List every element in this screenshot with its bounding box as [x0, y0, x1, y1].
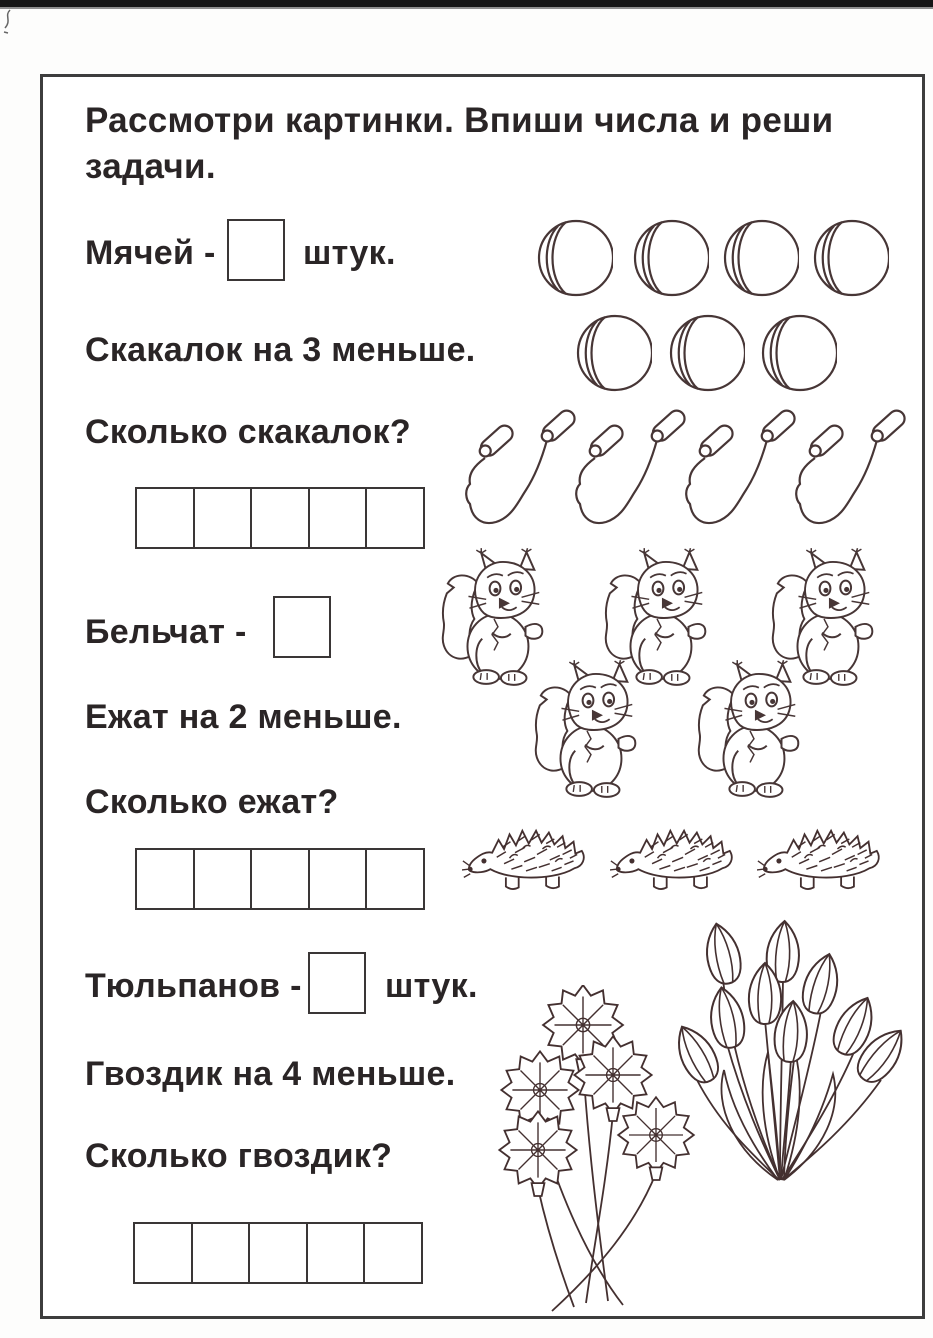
- answer-cell[interactable]: [193, 848, 253, 910]
- answer-cell[interactable]: [306, 1222, 366, 1284]
- problem1-given-label: Мячей -: [85, 234, 216, 272]
- answer-cell[interactable]: [250, 487, 310, 549]
- problem1-question: Сколько скакалок?: [85, 413, 411, 451]
- problem2-condition: Ежат на 2 меньше.: [85, 698, 402, 736]
- problem2-question: Сколько ежат?: [85, 783, 339, 821]
- answer-cell[interactable]: [135, 487, 195, 549]
- scan-mark: [1, 8, 17, 36]
- page-title: Рассмотри картинки. Впиши числа и реши задачи.: [85, 101, 834, 187]
- scan-edge-line: [0, 7, 933, 9]
- problem2-given-label: Бельчат -: [85, 613, 247, 651]
- problem1-condition: Скакалок на 3 меньше.: [85, 331, 476, 369]
- answer-cell[interactable]: [250, 848, 310, 910]
- answer-cell[interactable]: [365, 848, 425, 910]
- answer-cell[interactable]: [363, 1222, 423, 1284]
- problem1-number-input-box[interactable]: [227, 219, 285, 281]
- answer-cell[interactable]: [365, 487, 425, 549]
- problem2-answer-cells: [135, 848, 425, 910]
- problem3-answer-cells: [133, 1222, 423, 1284]
- answer-cell[interactable]: [193, 487, 253, 549]
- answer-cell[interactable]: [191, 1222, 251, 1284]
- answer-cell[interactable]: [133, 1222, 193, 1284]
- problem1-answer-cells: [135, 487, 425, 549]
- problem3-question: Сколько гвоздик?: [85, 1137, 393, 1175]
- answer-cell[interactable]: [135, 848, 195, 910]
- scan-edge-band: [0, 0, 933, 7]
- problem1-given-suffix: штук.: [303, 234, 396, 272]
- problem2-number-input-box[interactable]: [273, 596, 331, 658]
- answer-cell[interactable]: [308, 848, 368, 910]
- problem3-given-label: Тюльпанов -: [85, 967, 302, 1005]
- problem3-number-input-box[interactable]: [308, 952, 366, 1014]
- answer-cell[interactable]: [308, 487, 368, 549]
- problem3-condition: Гвоздик на 4 меньше.: [85, 1055, 456, 1093]
- answer-cell[interactable]: [248, 1222, 308, 1284]
- problem3-given-suffix: штук.: [385, 967, 478, 1005]
